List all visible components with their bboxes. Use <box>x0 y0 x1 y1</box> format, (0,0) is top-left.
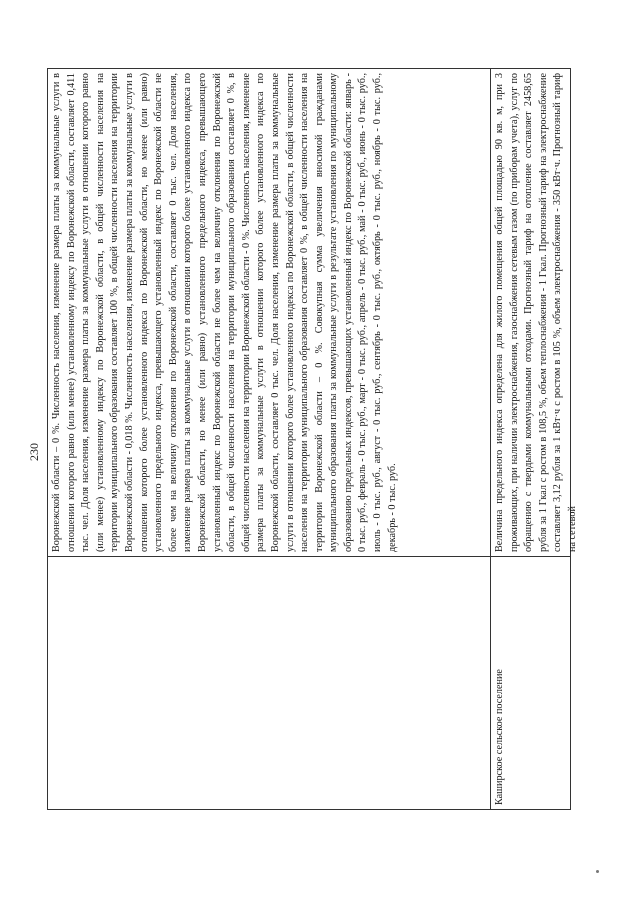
description-cell: Воронежской области – 0 %. Численность населения, изменение размера платы за коммунальные услуги в отношении которого равно (или менее) установленному индексу по Воронежской области, составляет 0,411 тыс. чел. Доля населения, изменение размера платы за коммунальные услуги в отношении которого равно (или менее) установленному индексу по Воронежской области, в общей численности населения на территории муниципального образования составляет 100 %, в общей численности населения на территории Воронежской области - 0,018 %. Численность населения, изменение размера платы за коммунальные услуги в отношении которого более установленного индекса по Воронежской области, но менее (или равно) установленного предельного индекса, превышающего установленный индекс по Воронежской области не более чем на величину отклонения по Воронежской области, составляет 0 тыс. чел. Доля населения, изменение размера платы за коммунальные услуги в отношении которого более установленного индекса по Воронежской области, но менее (или равно) установленного предельного индекса, превышающего установленный индекс по Воронежской области не более чем на величину отклонения по Воронежской области, в общей численности населения на территории муниципального образования составляет 0 %, в общей численности населения на территории Воронежской области - 0 %. Численность населения, изменение размера платы за коммунальные услуги в отношении которого более установленного индекса по Воронежской области, составляет 0 тыс. чел. Доля населения, изменение размера платы за коммунальные услуги в отношении которого более установленного индекса по Воронежской области, в общей численности населения на территории муниципального образования составляет 0 %, в общей численности населения на территории Воронежской области – 0 %. Совокупная сумма увеличения вносимой гражданами муниципального образования платы за коммунальные услуги в результате установления по муниципальному образованию предельных индексов, превышающих установленный индекс по Воронежской области: январь - 0 тыс. руб., февраль - 0 тыс. руб., март - 0 тыс. руб., апрель - 0 тыс. руб., май - 0 тыс. руб., июнь - 0 тыс. руб., июль - 0 тыс. руб., август - 0 тыс. руб., сентябрь - 0 тыс. руб., октябрь - 0 тыс. руб., ноябрь - 0 тыс. руб., декабрь - 0 тыс. руб. <box>51 72 398 552</box>
table-row <box>491 69 578 809</box>
table-row <box>48 69 491 809</box>
description-cell: Величина предельного индекса определена для жилого помещения общей площадью 90 кв. м, при 3 проживающих, при наличии электроснабжения, газоснабжения сетевым газом (по приборам учета), услуг по обращению с твердыми коммунальными отходами. Прогнозный тариф на отопление составляет 2458,65 рубля за 1 Гкал с ростом в 108,5 %, объем теплоснабжения - 1 Гкал. Прогнозный тариф на электроснабжение составляет 3,12 рубля за 1 кВт·ч с ростом в 105 %, объем электроснабжения - 350 кВт·ч. Прогнозный тариф на сетевой <box>494 73 578 552</box>
municipality-name-cell: Каширское сельское поселение <box>491 556 570 809</box>
scan-speck <box>596 870 599 873</box>
page-number: 230 <box>27 443 41 461</box>
municipality-index-table <box>47 68 578 810</box>
municipality-name-cell <box>48 556 490 809</box>
